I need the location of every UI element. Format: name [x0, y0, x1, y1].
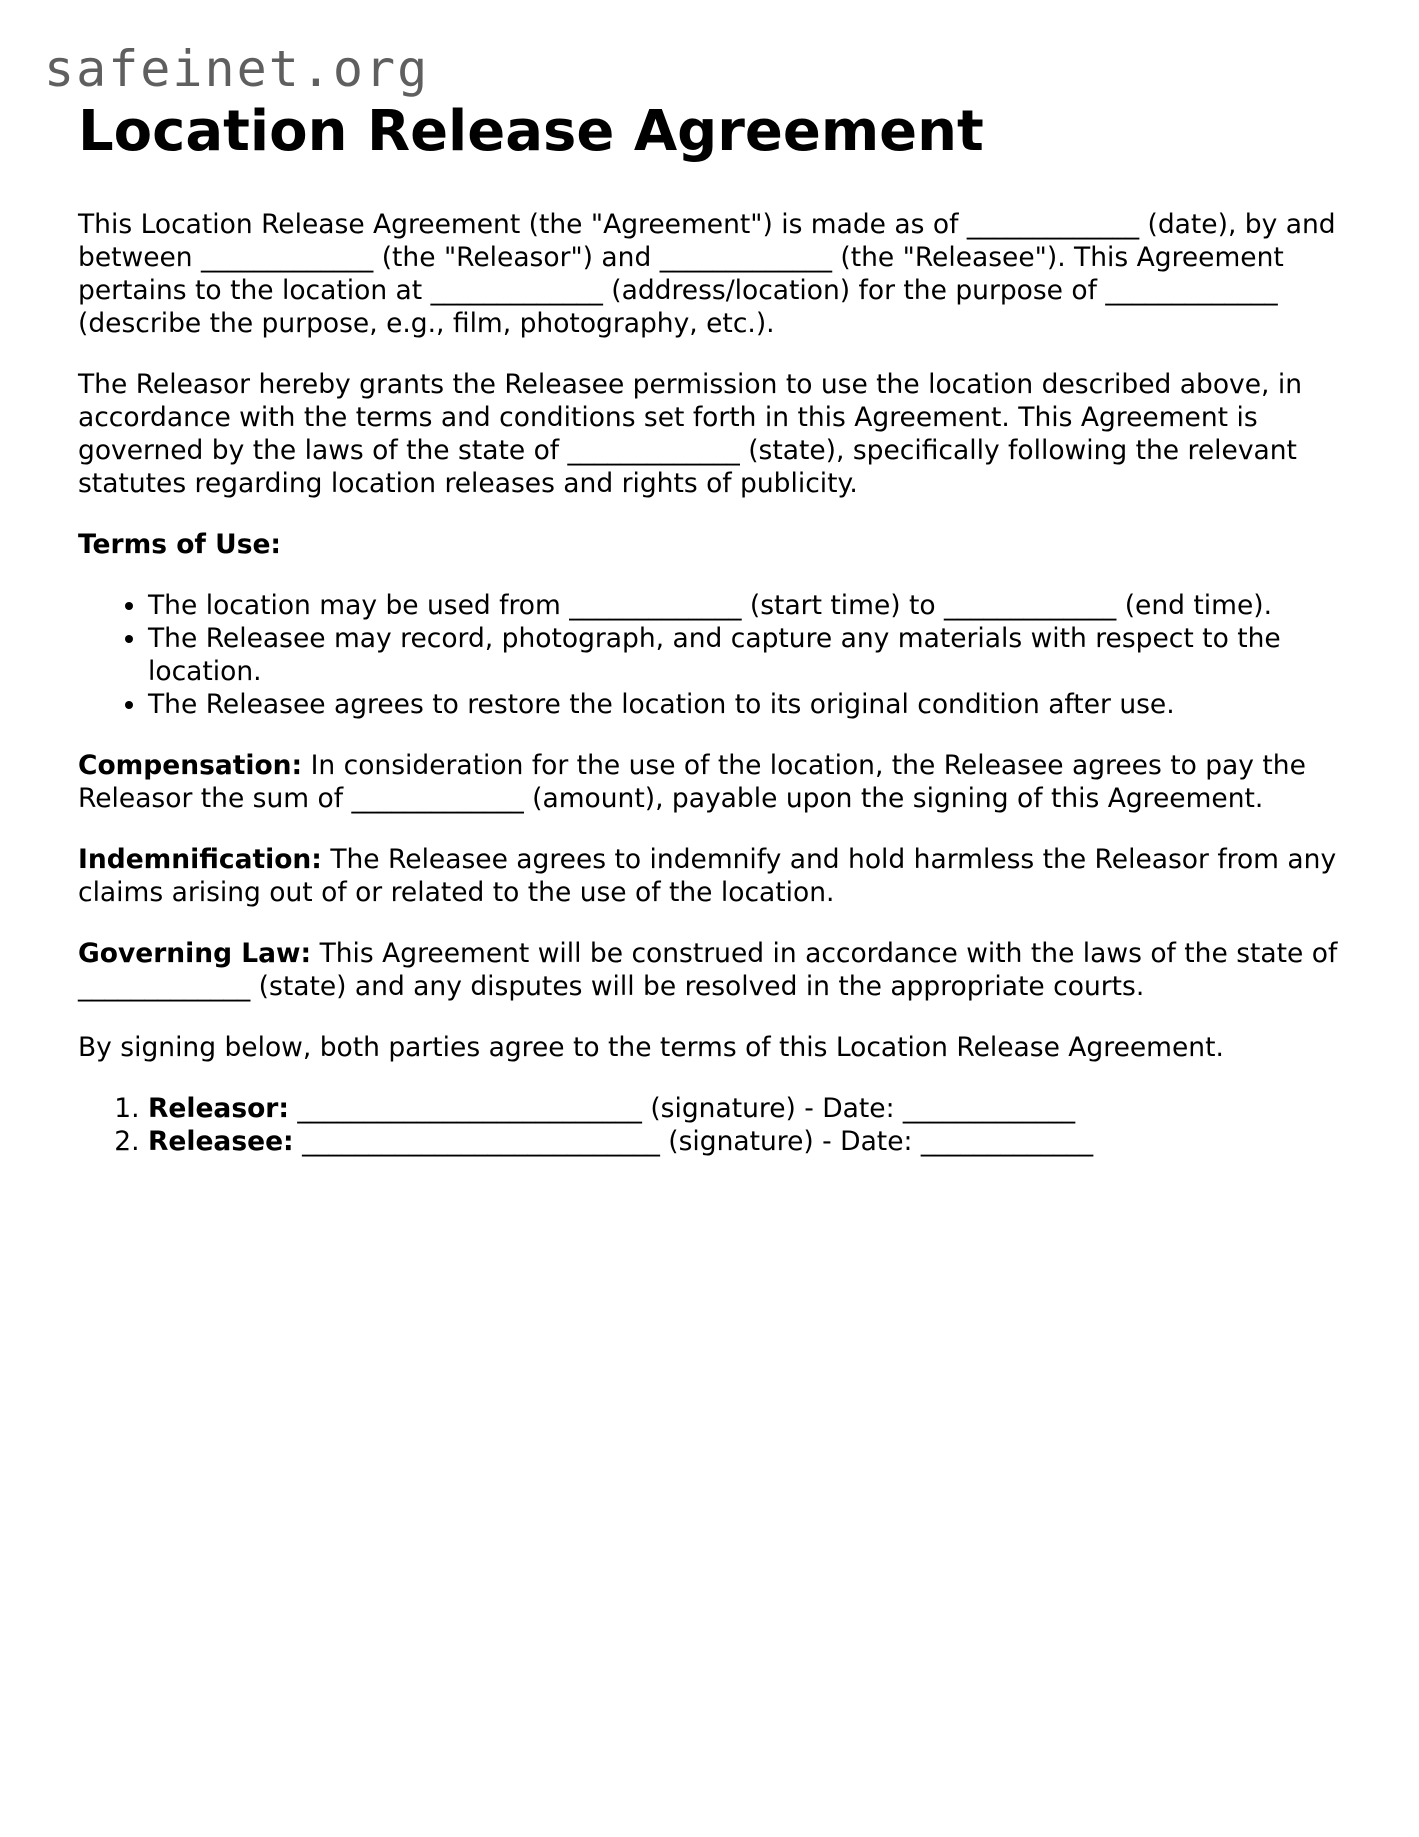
compensation-text: In consideration for the use of the location, the Releasee agrees to pay the Releasor the sum of _____________ (amount), payable upon the signing of this Agreement.: [78, 750, 1306, 814]
page-title: Location Release Agreement: [78, 99, 984, 164]
list-item: • The Releasee agrees to restore the location to its original condition after use.: [148, 688, 1343, 721]
indemnification-paragraph: [78, 843, 1343, 909]
closing-paragraph: By signing below, both parties agree to the terms of this Location Release Agreement.: [78, 1032, 1224, 1063]
signature-blank: __________________________ (signature) - Date: _____________: [297, 1093, 1076, 1124]
terms-list: [78, 589, 1343, 721]
compensation-label: Compensation:: [78, 750, 303, 781]
signature-label: Releasor:: [148, 1093, 289, 1124]
indemnification-label: Indemnification:: [78, 844, 322, 875]
list-item: • The Releasee may record, photograph, and capture any materials with respect to the location.: [148, 622, 1343, 688]
governing-law-label: Governing Law:: [78, 938, 312, 969]
signature-line-releasor: [148, 1092, 1343, 1125]
governing-law-paragraph: [78, 937, 1343, 1003]
list-item: • The location may be used from _____________ (start time) to _____________ (end time).: [148, 589, 1343, 622]
governing-law-text: This Agreement will be construed in accordance with the laws of the state of _____________ (state) and any disputes will be resolved in the appropriate courts.: [78, 938, 1338, 1002]
signature-list: [78, 1092, 1343, 1158]
intro-paragraph: This Location Release Agreement (the "Agreement") is made as of _____________ (date), by and between _____________ (the "Releasor") and _____________ (the "Releasee"). This Agreement pertains to the location at _____________ (address/location) for the purpose of _____________ (describe the purpose, e.g., film, photography, etc.).: [78, 209, 1336, 339]
terms-heading: Terms of Use:: [78, 529, 282, 560]
compensation-paragraph: [78, 749, 1343, 815]
watermark: safeinet.org: [44, 40, 430, 98]
document: [78, 100, 1343, 1158]
signature-label: Releasee:: [148, 1126, 294, 1157]
indemnification-text: The Releasee agrees to indemnify and hold harmless the Releasor from any claims arising out of or related to the use of the location.: [78, 844, 1337, 908]
signature-blank: ___________________________ (signature) - Date: _____________: [302, 1126, 1094, 1157]
grant-paragraph: The Releasor hereby grants the Releasee permission to use the location described above, in accordance with the terms and conditions set forth in this Agreement. This Agreement is governed by the laws of the state of _____________ (state), specifically following the relevant statutes regarding location releases and rights of publicity.: [78, 369, 1303, 499]
signature-line-releasee: [148, 1125, 1343, 1158]
